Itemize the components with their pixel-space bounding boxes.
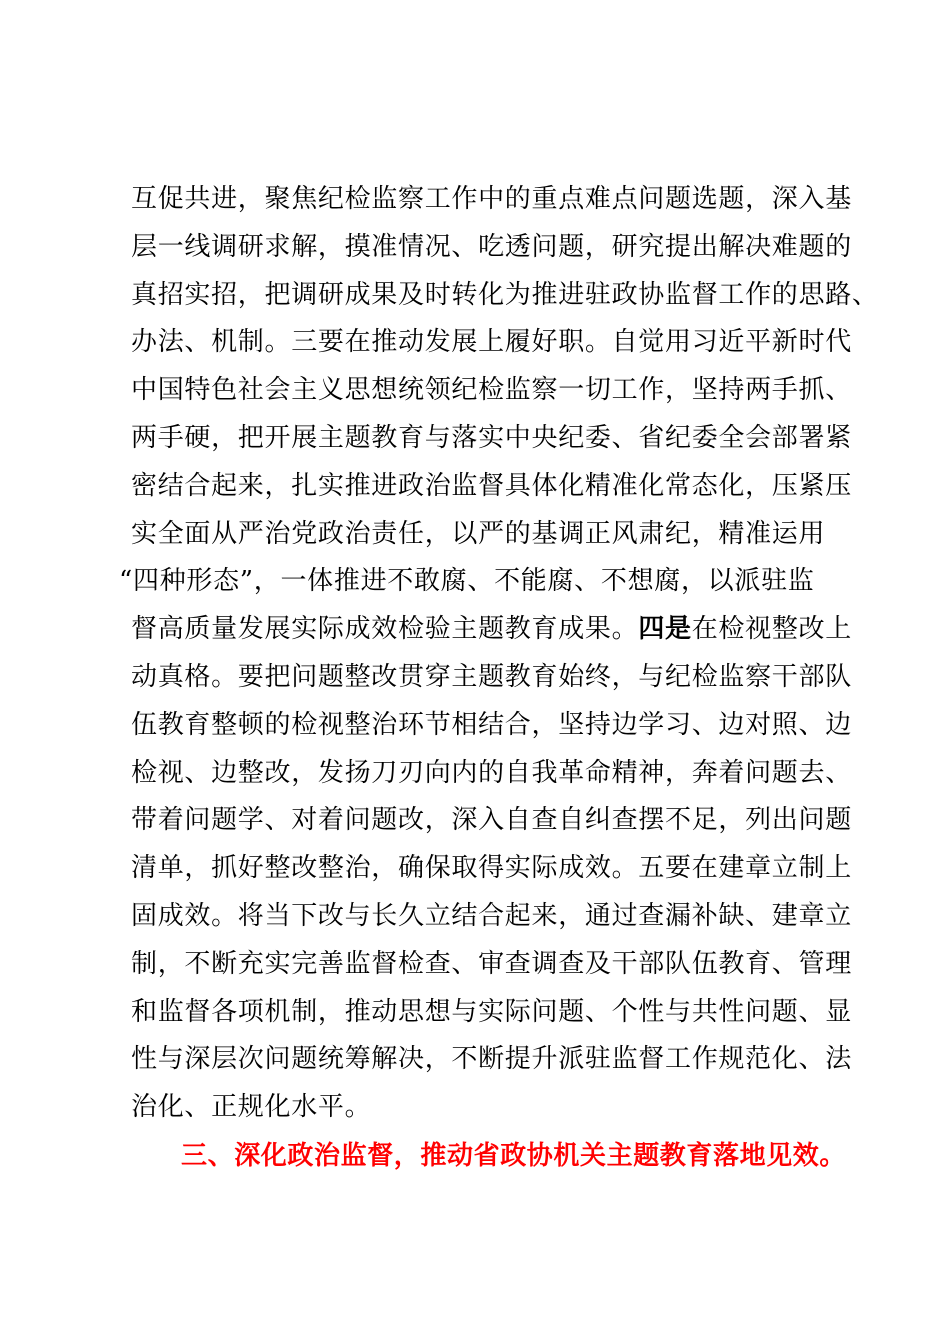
text-line: 两手硬，把开展主题教育与落实中央纪委、省纪委全会部署紧 — [131, 422, 852, 453]
text-line: 办法、机制。三要在推动发展上履好职。自觉用习近平新时代 — [131, 327, 852, 358]
text-line: “四种形态”，一体推进不敢腐、不能腐、不想腐，以派驻监 — [119, 566, 815, 597]
section-heading: 三、深化政治监督，推动省政协机关主题教育落地见效。 — [181, 1141, 847, 1171]
text-line: 检视、边整改，发扬刀刃向内的自我革命精神，奔着问题去、 — [131, 757, 852, 788]
text-line: 清单，抓好整改整治，确保取得实际成效。五要在建章立制上 — [131, 853, 852, 884]
text-line: 伍教育整顿的检视整治环节相结合，坚持边学习、边对照、边 — [131, 709, 852, 740]
body-paragraph — [119, 176, 879, 1132]
text-line: 固成效。将当下改与长久立结合起来，通过查漏补缺、建章立 — [131, 900, 852, 931]
text-line: 中国特色社会主义思想统领纪检监察一切工作，坚持两手抓、 — [131, 375, 852, 406]
text-segment: 督高质量发展实际成效检验主题教育成果。 — [131, 614, 639, 645]
text-line: 治化、正规化水平。 — [131, 1092, 372, 1123]
text-line-mixed — [131, 606, 852, 654]
text-line: 制，不断充实完善监督检查、审查调查及干部队伍教育、管理 — [131, 948, 852, 979]
text-line: 动真格。要把问题整改贯穿主题教育始终，与纪检监察干部队 — [131, 661, 852, 692]
bold-marker: 四是 — [638, 614, 692, 645]
text-line: 性与深层次问题统筹解决，不断提升派驻监督工作规范化、法 — [131, 1044, 852, 1075]
text-line: 真招实招，把调研成果及时转化为推进驻政协监督工作的思路、 — [131, 279, 879, 310]
text-line: 带着问题学、对着问题改，深入自查自纠查摆不足，列出问题 — [131, 805, 852, 836]
text-segment: 在检视整改上 — [691, 614, 852, 645]
text-line: 密结合起来，扎实推进政治监督具体化精准化常态化，压紧压 — [131, 470, 852, 501]
text-line: 和监督各项机制，推动思想与实际问题、个性与共性问题、显 — [131, 996, 852, 1027]
text-line: 层一线调研求解，摸准情况、吃透问题，研究提出解决难题的 — [131, 231, 852, 262]
text-line: 实全面从严治党政治责任，以严的基调正风肃纪，精准运用 — [131, 518, 826, 549]
text-line: 互促共进，聚焦纪检监察工作中的重点难点问题选题，深入基 — [131, 184, 852, 214]
